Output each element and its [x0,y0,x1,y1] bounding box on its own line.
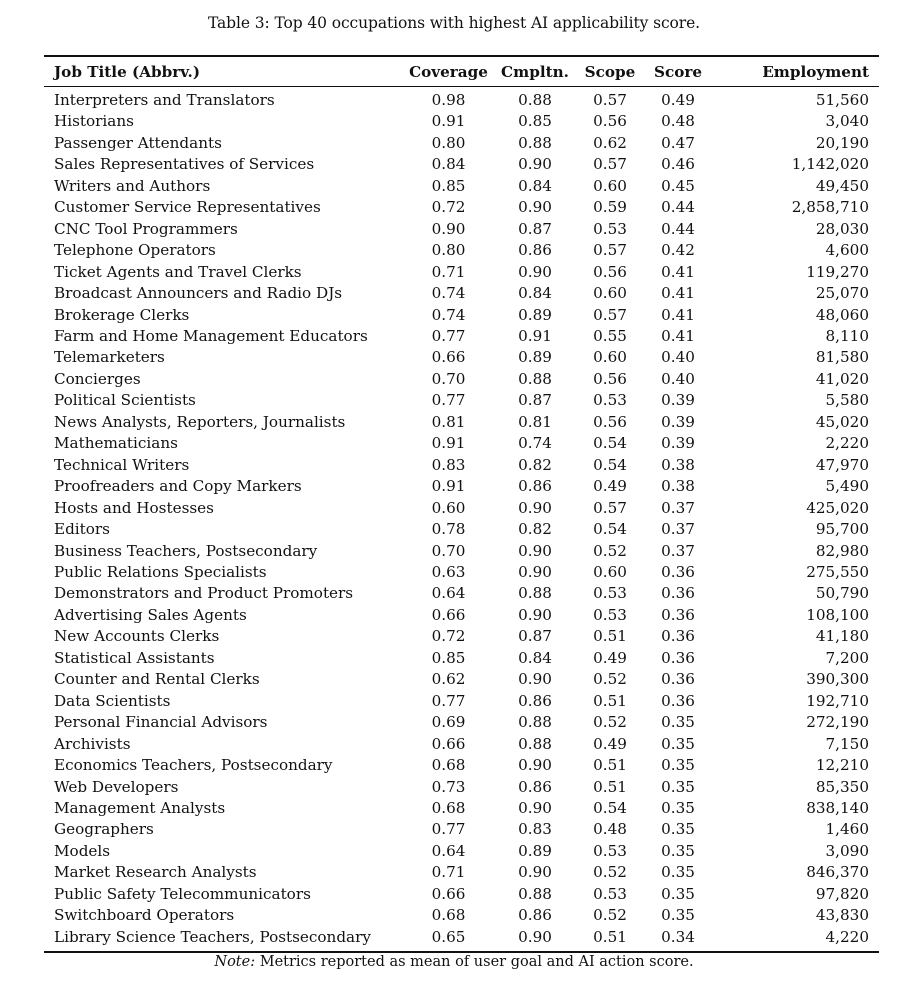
cell-scope: 0.51 [593,756,627,775]
cell-coverage: 0.66 [431,605,466,624]
cell-score: 0.45 [661,176,695,195]
cell-employment: 50,790 [815,584,869,603]
cell-scope: 0.60 [593,176,627,195]
table-row [44,283,879,304]
cell-coverage: 0.98 [431,91,466,109]
cell-scope: 0.53 [593,584,627,603]
cell-score: 0.36 [661,605,695,624]
cell-coverage: 0.64 [431,841,466,860]
cell-score: 0.41 [661,326,695,345]
cell-score: 0.36 [661,562,695,581]
cell-completion: 0.90 [518,927,552,946]
cell-score: 0.35 [661,713,695,732]
cell-score: 0.36 [661,670,695,689]
cell-coverage: 0.80 [431,133,466,152]
cell-employment: 47,970 [815,455,869,474]
table-row [44,648,879,669]
cell-employment: 7,150 [825,734,869,753]
cell-job-title: Historians [54,112,134,131]
cell-employment: 3,040 [825,112,869,131]
cell-score: 0.36 [661,584,695,603]
cell-score: 0.42 [661,241,695,260]
cell-employment: 7,200 [825,648,869,667]
cell-completion: 0.74 [518,434,552,453]
cell-completion: 0.88 [518,91,552,109]
cell-employment: 5,580 [825,391,869,410]
cell-completion: 0.87 [518,219,552,238]
cell-job-title: Technical Writers [54,455,190,474]
cell-score: 0.35 [661,820,695,839]
cell-completion: 0.90 [518,798,552,817]
cell-job-title: Proofreaders and Copy Markers [54,477,302,496]
cell-completion: 0.88 [518,369,552,388]
cell-employment: 275,550 [806,562,869,581]
cell-completion: 0.90 [518,498,552,517]
cell-employment: 4,600 [825,241,869,260]
cell-completion: 0.88 [518,713,552,732]
cell-job-title: Editors [54,520,110,539]
cell-scope: 0.53 [593,841,627,860]
cell-employment: 2,220 [825,434,869,453]
cell-job-title: Management Analysts [54,798,226,817]
cell-coverage: 0.68 [431,756,466,775]
cell-job-title: Telemarketers [54,348,165,367]
cell-scope: 0.54 [593,455,627,474]
cell-employment: 8,110 [825,326,869,345]
table-row [44,326,879,347]
cell-score: 0.35 [661,798,695,817]
table-note [0,954,908,970]
cell-employment: 846,370 [806,863,869,882]
table-row [44,455,879,476]
table-row [44,197,879,218]
table-row [44,369,879,390]
cell-completion: 0.90 [518,863,552,882]
table-row [44,519,879,540]
cell-employment: 192,710 [806,691,869,710]
cell-scope: 0.54 [593,798,627,817]
table-header [44,56,879,87]
cell-coverage: 0.70 [431,541,466,560]
cell-employment: 41,180 [815,627,869,646]
cell-score: 0.35 [661,777,695,796]
cell-coverage: 0.90 [431,219,466,238]
cell-score: 0.44 [661,198,695,217]
cell-employment: 25,070 [815,284,869,303]
cell-job-title: Demonstrators and Product Promoters [54,584,354,603]
cell-completion: 0.90 [518,155,552,174]
cell-scope: 0.49 [593,648,627,667]
cell-employment: 41,020 [815,369,869,388]
cell-coverage: 0.91 [431,112,466,131]
cell-completion: 0.88 [518,734,552,753]
cell-coverage: 0.63 [431,562,466,581]
cell-score: 0.35 [661,884,695,903]
header-employment: Employment [762,62,869,81]
cell-completion: 0.89 [518,305,552,324]
cell-employment: 272,190 [806,713,869,732]
cell-employment: 3,090 [825,841,869,860]
cell-employment: 85,350 [815,777,869,796]
cell-scope: 0.60 [593,562,627,581]
table-row [44,154,879,175]
cell-coverage: 0.73 [431,777,466,796]
cell-coverage: 0.65 [431,927,466,946]
cell-completion: 0.86 [518,241,552,260]
cell-coverage: 0.72 [431,198,466,217]
table-row [44,176,879,197]
cell-scope: 0.59 [593,198,627,217]
cell-scope: 0.56 [593,262,627,281]
cell-coverage: 0.62 [431,670,466,689]
cell-completion: 0.85 [518,112,552,131]
cell-score: 0.37 [661,541,695,560]
cell-employment: 82,980 [815,541,869,560]
cell-scope: 0.51 [593,691,627,710]
cell-score: 0.41 [661,262,695,281]
cell-completion: 0.90 [518,198,552,217]
cell-scope: 0.56 [593,369,627,388]
cell-job-title: Counter and Rental Clerks [54,670,260,689]
cell-completion: 0.84 [518,284,552,303]
cell-job-title: Business Teachers, Postsecondary [54,541,318,560]
cell-employment: 81,580 [815,348,869,367]
cell-job-title: Archivists [54,734,131,753]
cell-completion: 0.86 [518,477,552,496]
cell-coverage: 0.77 [431,820,466,839]
cell-score: 0.44 [661,219,695,238]
table-row [44,669,879,690]
table-row [44,305,879,326]
cell-job-title: Market Research Analysts [54,863,257,882]
cell-coverage: 0.64 [431,584,466,603]
cell-coverage: 0.66 [431,348,466,367]
header-completion: Cmpltn. [501,62,569,81]
cell-score: 0.35 [661,906,695,925]
cell-coverage: 0.68 [431,906,466,925]
cell-scope: 0.49 [593,734,627,753]
table-row [44,927,879,952]
cell-score: 0.46 [661,155,695,174]
cell-job-title: Advertising Sales Agents [54,605,247,624]
cell-score: 0.40 [661,369,695,388]
table-row [44,133,879,154]
cell-employment: 43,830 [815,906,869,925]
cell-scope: 0.57 [593,498,627,517]
cell-scope: 0.54 [593,520,627,539]
table-row [44,476,879,497]
table-row [44,583,879,604]
cell-job-title: Telephone Operators [54,241,216,260]
cell-coverage: 0.91 [431,434,466,453]
cell-completion: 0.81 [518,412,552,431]
cell-job-title: Brokerage Clerks [54,305,190,324]
cell-score: 0.35 [661,734,695,753]
cell-scope: 0.53 [593,219,627,238]
note-text: Metrics reported as mean of user goal and AI action score. [255,954,694,970]
cell-job-title: Writers and Authors [54,176,211,195]
cell-job-title: News Analysts, Reporters, Journalists [54,412,346,431]
cell-coverage: 0.72 [431,627,466,646]
cell-scope: 0.52 [593,863,627,882]
cell-employment: 12,210 [815,756,869,775]
cell-scope: 0.57 [593,305,627,324]
cell-job-title: Switchboard Operators [54,906,235,925]
table-caption: Table 3: Top 40 occupations with highest AI applicability score. [208,14,700,32]
cell-scope: 0.57 [593,155,627,174]
table-row [44,862,879,883]
table-row [44,347,879,368]
cell-completion: 0.86 [518,777,552,796]
cell-coverage: 0.66 [431,734,466,753]
table-row [44,884,879,905]
cell-completion: 0.89 [518,348,552,367]
cell-job-title: Sales Representatives of Services [54,155,315,174]
cell-coverage: 0.71 [431,262,466,281]
cell-scope: 0.52 [593,906,627,925]
cell-job-title: Concierges [54,369,141,388]
cell-completion: 0.82 [518,455,552,474]
cell-job-title: Public Relations Specialists [54,562,267,581]
cell-job-title: Models [54,841,111,860]
note-label: Note: [214,954,256,970]
cell-completion: 0.88 [518,884,552,903]
cell-coverage: 0.74 [431,305,466,324]
table-row [44,498,879,519]
cell-employment: 95,700 [815,520,869,539]
cell-score: 0.40 [661,348,695,367]
cell-score: 0.39 [661,412,695,431]
cell-completion: 0.90 [518,605,552,624]
table-row [44,87,879,112]
cell-job-title: Economics Teachers, Postsecondary [54,756,333,775]
cell-completion: 0.90 [518,562,552,581]
cell-scope: 0.55 [593,326,627,345]
cell-job-title: Passenger Attendants [54,133,222,152]
cell-scope: 0.57 [593,241,627,260]
table-row [44,691,879,712]
cell-completion: 0.88 [518,133,552,152]
cell-completion: 0.84 [518,176,552,195]
table-row [44,390,879,411]
cell-score: 0.36 [661,627,695,646]
table-row [44,541,879,562]
table-row [44,626,879,647]
cell-employment: 838,140 [806,798,869,817]
cell-scope: 0.57 [593,91,627,109]
cell-job-title: Broadcast Announcers and Radio DJs [54,284,343,303]
table-row [44,562,879,583]
cell-employment: 20,190 [815,133,869,152]
header-job-title: Job Title (Abbrv.) [54,62,201,81]
cell-employment: 2,858,710 [791,198,869,217]
cell-scope: 0.53 [593,391,627,410]
cell-coverage: 0.69 [431,713,466,732]
cell-scope: 0.53 [593,884,627,903]
cell-employment: 108,100 [806,605,869,624]
cell-employment: 48,060 [815,305,869,324]
cell-score: 0.39 [661,391,695,410]
cell-scope: 0.52 [593,541,627,560]
cell-employment: 51,560 [815,91,869,109]
table-row [44,777,879,798]
cell-coverage: 0.77 [431,326,466,345]
occupations-table [44,55,879,953]
cell-employment: 97,820 [815,884,869,903]
cell-scope: 0.62 [593,133,627,152]
cell-employment: 1,460 [825,820,869,839]
cell-completion: 0.90 [518,670,552,689]
header-scope: Scope [584,62,636,81]
cell-completion: 0.90 [518,756,552,775]
cell-employment: 119,270 [806,262,869,281]
cell-scope: 0.51 [593,627,627,646]
cell-scope: 0.56 [593,112,627,131]
cell-score: 0.35 [661,841,695,860]
cell-score: 0.39 [661,434,695,453]
cell-scope: 0.51 [593,927,627,946]
cell-job-title: Personal Financial Advisors [54,713,268,732]
cell-coverage: 0.70 [431,369,466,388]
cell-job-title: Hosts and Hostesses [54,498,214,517]
cell-coverage: 0.71 [431,863,466,882]
cell-completion: 0.87 [518,391,552,410]
cell-score: 0.48 [661,112,695,131]
cell-score: 0.34 [661,927,695,946]
cell-score: 0.36 [661,648,695,667]
header-row [44,56,879,87]
cell-coverage: 0.68 [431,798,466,817]
cell-completion: 0.90 [518,262,552,281]
cell-scope: 0.60 [593,284,627,303]
table-row [44,755,879,776]
cell-coverage: 0.74 [431,284,466,303]
cell-completion: 0.89 [518,841,552,860]
cell-employment: 28,030 [815,219,869,238]
cell-completion: 0.84 [518,648,552,667]
cell-scope: 0.60 [593,348,627,367]
cell-completion: 0.86 [518,906,552,925]
cell-score: 0.38 [661,477,695,496]
table-row [44,905,879,926]
cell-completion: 0.87 [518,627,552,646]
cell-job-title: Mathematicians [54,434,178,453]
table-row [44,433,879,454]
cell-scope: 0.54 [593,434,627,453]
cell-score: 0.37 [661,520,695,539]
table-row [44,412,879,433]
cell-job-title: Geographers [54,820,154,839]
cell-coverage: 0.66 [431,884,466,903]
cell-score: 0.36 [661,691,695,710]
cell-completion: 0.83 [518,820,552,839]
table-body [44,87,879,953]
cell-job-title: Library Science Teachers, Postsecondary [54,927,371,946]
cell-coverage: 0.83 [431,455,466,474]
cell-coverage: 0.91 [431,477,466,496]
cell-job-title: CNC Tool Programmers [54,219,238,238]
cell-completion: 0.91 [518,326,552,345]
cell-scope: 0.53 [593,605,627,624]
cell-employment: 4,220 [825,927,869,946]
cell-score: 0.41 [661,284,695,303]
cell-score: 0.37 [661,498,695,517]
cell-job-title: Ticket Agents and Travel Clerks [54,262,302,281]
cell-coverage: 0.80 [431,241,466,260]
cell-completion: 0.88 [518,584,552,603]
cell-coverage: 0.81 [431,412,466,431]
cell-coverage: 0.84 [431,155,466,174]
cell-coverage: 0.77 [431,691,466,710]
cell-job-title: Statistical Assistants [54,648,215,667]
cell-scope: 0.49 [593,477,627,496]
cell-score: 0.49 [661,91,695,109]
cell-completion: 0.86 [518,691,552,710]
cell-employment: 45,020 [815,412,869,431]
cell-coverage: 0.85 [431,176,466,195]
cell-scope: 0.52 [593,670,627,689]
cell-scope: 0.48 [593,820,627,839]
table-row [44,819,879,840]
cell-completion: 0.90 [518,541,552,560]
cell-scope: 0.51 [593,777,627,796]
cell-score: 0.35 [661,756,695,775]
table-row [44,734,879,755]
table-row [44,605,879,626]
header-score: Score [653,62,702,81]
table-row [44,262,879,283]
cell-score: 0.38 [661,455,695,474]
cell-employment: 5,490 [825,477,869,496]
header-coverage: Coverage [409,62,488,81]
cell-scope: 0.52 [593,713,627,732]
cell-job-title: Web Developers [54,777,179,796]
cell-job-title: Interpreters and Translators [54,91,275,109]
occupations-table-container [44,55,869,953]
table-row [44,111,879,132]
cell-coverage: 0.77 [431,391,466,410]
cell-employment: 1,142,020 [791,155,869,174]
cell-coverage: 0.60 [431,498,466,517]
table-row [44,712,879,733]
cell-score: 0.47 [661,133,695,152]
cell-coverage: 0.78 [431,520,466,539]
table-row [44,219,879,240]
cell-employment: 390,300 [806,670,869,689]
cell-employment: 49,450 [815,176,869,195]
cell-job-title: Customer Service Representatives [54,198,321,217]
cell-score: 0.41 [661,305,695,324]
table-row [44,798,879,819]
cell-scope: 0.56 [593,412,627,431]
cell-completion: 0.82 [518,520,552,539]
table-row [44,240,879,261]
table-row [44,841,879,862]
cell-coverage: 0.85 [431,648,466,667]
cell-score: 0.35 [661,863,695,882]
cell-job-title: New Accounts Clerks [54,627,220,646]
cell-job-title: Political Scientists [54,391,196,410]
cell-job-title: Data Scientists [54,691,171,710]
cell-employment: 425,020 [806,498,869,517]
cell-job-title: Public Safety Telecommunicators [54,884,311,903]
cell-job-title: Farm and Home Management Educators [54,326,368,345]
